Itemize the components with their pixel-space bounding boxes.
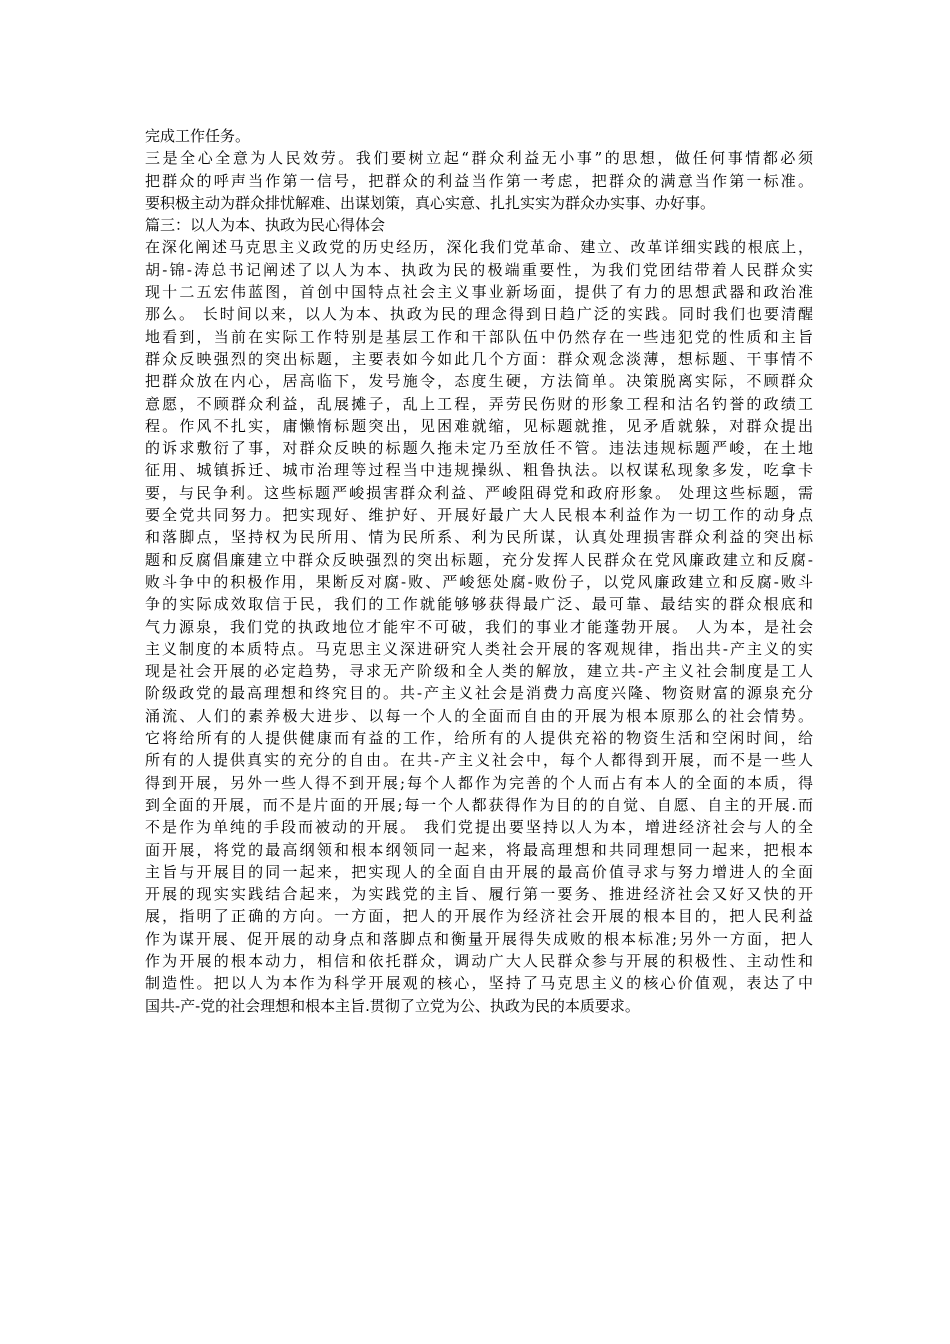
document-text xyxy=(145,125,813,1017)
text-line: 不是作为单纯的手段而被动的开展。 我们党提出要坚持以人为本，增进经济社会与人的全 xyxy=(145,818,813,837)
text-line: 把群众放在内心，居高临下，发号施令，态度生硬，方法简单。决策脱离实际，不顾群众 xyxy=(145,372,813,391)
text-line: 得到开展，另外一些人得不到开展;每个人都作为完善的个人而占有本人的全面的本质，得 xyxy=(145,773,813,792)
text-line: 所有的人提供真实的充分的自由。在共-产主义社会中，每个人都得到开展，而不是一些人 xyxy=(145,751,813,770)
text-line: 题和反腐倡廉建立中群众反映强烈的突出标题，充分发挥人民群众在党风廉政建立和反腐- xyxy=(145,550,813,569)
text-line: 的诉求敷衍了事，对群众反映的标题久拖未定乃至放任不管。违法违规标题严峻，在土地 xyxy=(145,439,813,458)
text-line: 现是社会开展的必定趋势，寻求无产阶级和全人类的解放，建立共-产主义社会制度是工人 xyxy=(145,662,813,681)
text-line: 要全党共同努力。把实现好、维护好、开展好最广大人民根本利益作为一切工作的动身点 xyxy=(145,506,813,525)
text-line: 败斗争中的积极作用，果断反对腐-败、严峻惩处腐-败份子，以党风廉政建立和反腐-败斗 xyxy=(145,572,813,591)
text-line: 把群众的呼声当作第一信号，把群众的利益当作第一考虑，把群众的满意当作第一标准。 xyxy=(145,171,813,190)
text-line: 程。作风不扎实，庸懒惰标题突出，见困难就缩，见标题就推，见矛盾就躲，对群众提出 xyxy=(145,416,813,435)
text-line: 现十二五宏伟蓝图，首创中国特点社会主义事业新场面，提供了有力的思想武器和政治准 xyxy=(145,283,813,302)
text-line: 作为开展的根本动力，相信和依托群众，调动广大人民群众参与开展的积极性、主动性和 xyxy=(145,951,813,970)
text-line: 胡-锦-涛总书记阐述了以人为本、执政为民的极端重要性，为我们党团结带着人民群众实 xyxy=(145,260,813,279)
text-line: 开展的现实实践结合起来，为实践党的主旨、履行第一要务、推进经济社会又好又快的开 xyxy=(145,885,813,904)
text-line: 意愿，不顾群众利益，乱展摊子，乱上工程，弄劳民伤财的形象工程和沽名钓誉的政绩工 xyxy=(145,394,813,413)
text-line: 阶级政党的最高理想和终究目的。共-产主义社会是消费力高度兴隆、物资财富的源泉充分 xyxy=(145,684,813,703)
text-line: 那么。 长时间以来，以人为本、执政为民的理念得到日趋广泛的实践。同时我们也要清醒 xyxy=(145,305,813,324)
text-line: 篇三：以人为本、执政为民心得体会 xyxy=(145,216,386,235)
text-line: 群众反映强烈的突出标题，主要表如今如此几个方面：群众观念淡薄，想标题、干事情不 xyxy=(145,349,813,368)
text-line: 作为谋开展、促开展的动身点和落脚点和衡量开展得失成败的根本标准;另外一方面，把人 xyxy=(145,929,813,948)
text-line: 三是全心全意为人民效劳。我们要树立起“群众利益无小事”的思想，做任何事情都必须 xyxy=(145,149,813,168)
text-line: 完成工作任务。 xyxy=(145,127,251,145)
text-line: 主义制度的本质特点。马克思主义深进研究人类社会开展的客观规律，指出共-产主义的实 xyxy=(145,639,813,658)
text-line: 地看到，当前在实际工作特别是基层工作和干部队伍中仍然存在一些违犯党的性质和主旨 xyxy=(145,327,813,346)
text-line: 要，与民争利。这些标题严峻损害群众利益、严峻阻碍党和政府形象。 处理这些标题，需 xyxy=(145,483,813,502)
text-line: 面开展，将党的最高纲领和根本纲领同一起来，将最高理想和共同理想同一起来，把根本 xyxy=(145,840,813,859)
text-line: 和落脚点，坚持权为民所用、情为民所系、利为民所谋，认真处理损害群众利益的突出标 xyxy=(145,528,813,547)
text-line: 国共-产-党的社会理想和根本主旨.贯彻了立党为公、执政为民的本质要求。 xyxy=(145,996,640,1015)
document-body xyxy=(145,125,813,1017)
text-line: 涌流、人们的素养极大进步、以每一个人的全面而自由的开展为根本原那么的社会情势。 xyxy=(145,706,813,725)
text-line: 展，指明了正确的方向。一方面，把人的开展作为经济社会开展的根本目的，把人民利益 xyxy=(145,907,813,926)
text-line: 它将给所有的人提供健康而有益的工作，给所有的人提供充裕的物资生活和空闲时间，给 xyxy=(145,729,813,748)
text-line: 主旨与开展目的同一起来，把实现人的全面自由开展的最高价值寻求与努力增进人的全面 xyxy=(145,862,813,881)
text-line: 到全面的开展，而不是片面的开展;每一个人都获得作为目的的自觉、自愿、自主的开展.而 xyxy=(145,795,813,814)
text-line: 要积极主动为群众排忧解难、出谋划策，真心实意、扎扎实实为群众办实事、办好事。 xyxy=(145,193,716,212)
text-line: 争的实际成效取信于民，我们的工作就能够够获得最广泛、最可靠、最结实的群众根底和 xyxy=(145,595,813,614)
text-line: 气力源泉，我们党的执政地位才能牢不可破，我们的事业才能蓬勃开展。 人为本，是社会 xyxy=(145,617,813,636)
text-line: 制造性。把以人为本作为科学开展观的核心，坚持了马克思主义的核心价值观，表达了中 xyxy=(145,974,813,993)
text-line: 征用、城镇拆迁、城市治理等过程当中违规操纵、粗鲁执法。以权谋私现象多发，吃拿卡 xyxy=(145,461,813,480)
text-line: 在深化阐述马克思主义政党的历史经历，深化我们党革命、建立、改革详细实践的根底上， xyxy=(145,238,813,257)
